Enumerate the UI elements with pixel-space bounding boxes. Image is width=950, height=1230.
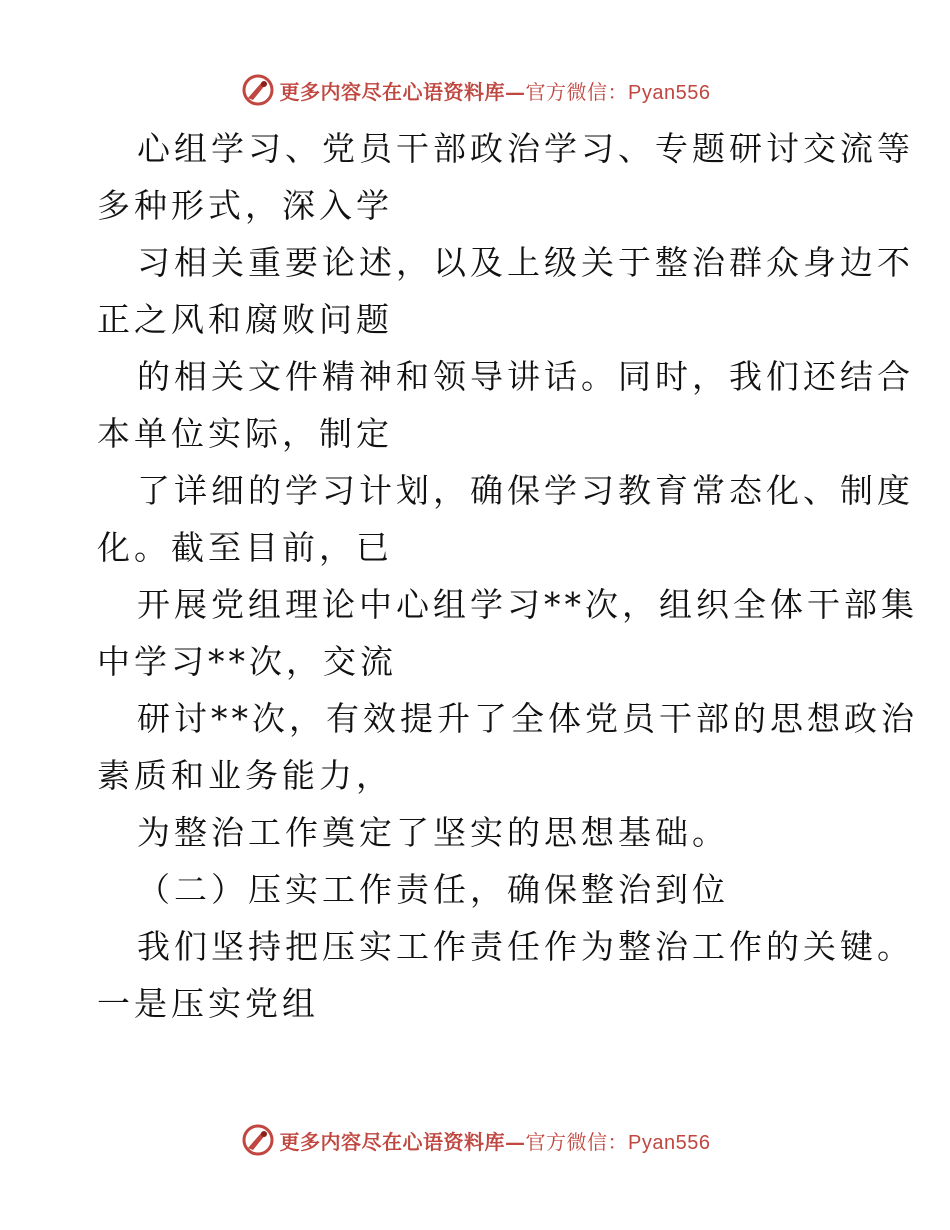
footer-banner: [0, 1120, 950, 1160]
body-line: 心组学习、党员干部政治学习、专题研讨交流等: [137, 129, 914, 168]
body-line: 正之风和腐败问题: [97, 300, 393, 339]
body-line: 了详细的学习计划，确保学习教育常态化、制度: [137, 471, 914, 510]
header-banner-dash: —: [505, 79, 526, 104]
footer-banner-text: [280, 1126, 711, 1155]
document-body: [97, 120, 918, 1032]
footer-banner-wechat: 官方微信：Pyan556: [525, 1131, 711, 1154]
footer-banner-main: 更多内容尽在心语资料库: [279, 1129, 506, 1154]
body-line: 研讨**次，有效提升了全体党员干部的思想政治: [137, 699, 918, 738]
body-line: 一是压实党组: [97, 984, 319, 1023]
body-line: 我们坚持把压实工作责任作为整治工作的关键。: [137, 927, 914, 966]
brush-logo-icon: [240, 1122, 276, 1158]
body-line: 的相关文件精神和领导讲话。同时，我们还结合: [137, 357, 914, 396]
body-line: 中学习**次，交流: [97, 642, 397, 681]
body-line: 本单位实际，制定: [97, 414, 393, 453]
header-banner-wechat: 官方微信：Pyan556: [525, 81, 711, 104]
section-heading: （二）压实工作责任，确保整治到位: [137, 870, 729, 909]
body-line: 开展党组理论中心组学习**次，组织全体干部集: [137, 585, 918, 624]
header-banner-text: [280, 76, 711, 105]
body-line: 为整治工作奠定了坚实的思想基础。: [137, 813, 729, 852]
header-banner-main: 更多内容尽在心语资料库: [279, 79, 506, 104]
body-line: 多种形式，深入学: [97, 186, 393, 225]
body-line: 习相关重要论述，以及上级关于整治群众身边不: [137, 243, 914, 282]
header-banner: [0, 70, 950, 110]
brush-logo-icon: [240, 72, 276, 108]
body-line: 素质和业务能力，: [97, 756, 393, 795]
body-line: 化。截至目前，已: [97, 528, 393, 567]
footer-banner-dash: —: [505, 1129, 526, 1154]
